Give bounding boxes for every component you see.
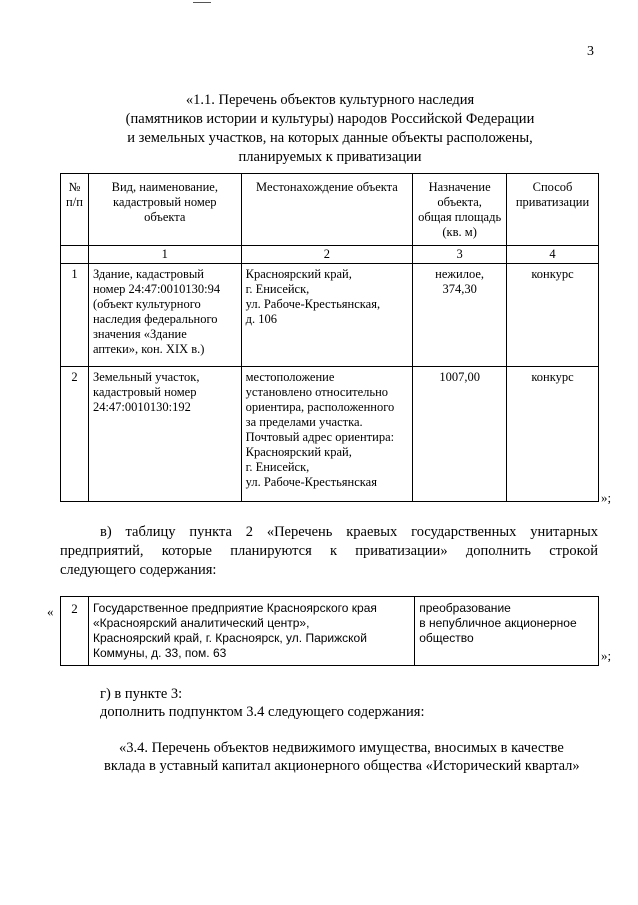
table-header-row bbox=[61, 174, 599, 246]
row-1-method: конкурс bbox=[507, 264, 599, 367]
row-1-location: Красноярский край, г. Енисейск, ул. Рабоче-Крестьянская, д. 106 bbox=[241, 264, 413, 367]
section-title bbox=[60, 91, 600, 167]
table1-closing-mark: »; bbox=[601, 490, 612, 505]
row-1-name: Здание, кадастровый номер 24:47:0010130:94 (объект культурного наследия федерального значения «Здание аптеки», кон. XIX в.) bbox=[88, 264, 241, 367]
row-2-purpose: 1007,00 bbox=[413, 367, 507, 502]
row-1-purpose: нежилое, 374,30 bbox=[413, 264, 507, 367]
enterprise-row-name: Государственное предприятие Красноярского края «Красноярский аналитический центр», Красноярский край, г. Красноярск, ул. Парижской Коммуны, д. 33, пом. 63 bbox=[88, 597, 414, 666]
paragraph-v-line-2: предприятий, которые планируются к приватизации» дополнить строкой bbox=[60, 543, 598, 559]
row-2-name: Земельный участок, кадастровый номер 24:47:0010130:192 bbox=[88, 367, 241, 502]
enterprise-table bbox=[60, 596, 599, 666]
top-dash-mark bbox=[193, 2, 211, 3]
paragraph-v-line-1: в) таблицу пункта 2 «Перечень краевых государственных унитарных bbox=[100, 524, 598, 540]
table2-opening-mark: « bbox=[47, 604, 54, 619]
quote-34-line-1: «3.4. Перечень объектов недвижимого имущества, вносимых в качестве bbox=[119, 740, 564, 756]
row-2-num: 2 bbox=[61, 367, 89, 502]
paragraph-v-line-3: следующего содержания: bbox=[60, 562, 217, 578]
enterprise-row-method: преобразование в непубличное акционерное общество bbox=[415, 597, 599, 666]
paragraph-v bbox=[60, 523, 598, 580]
column-number-blank bbox=[61, 246, 89, 264]
cultural-heritage-table bbox=[60, 173, 599, 502]
paragraph-g-line-2: дополнить подпунктом 3.4 следующего содержания: bbox=[100, 704, 425, 720]
table-row bbox=[61, 264, 599, 367]
column-number-4: 4 bbox=[507, 246, 599, 264]
paragraph-g-line-1: г) в пункте 3: bbox=[100, 686, 183, 702]
column-number-row bbox=[61, 246, 599, 264]
column-number-1: 1 bbox=[88, 246, 241, 264]
header-name: Вид, наименование, кадастровый номер объекта bbox=[88, 174, 241, 246]
table-row bbox=[61, 597, 599, 666]
enterprise-row-num: 2 bbox=[61, 597, 89, 666]
column-number-2: 2 bbox=[241, 246, 413, 264]
header-purpose: Назначение объекта, общая площадь (кв. м) bbox=[413, 174, 507, 246]
section-title-line-1: «1.1. Перечень объектов культурного наследия bbox=[185, 92, 475, 108]
quote-34-line-2: вклада в уставный капитал акционерного общества «Исторический квартал» bbox=[104, 758, 580, 774]
section-title-line-3: и земельных участков, на которых данные объекты расположены, bbox=[127, 130, 533, 146]
column-number-3: 3 bbox=[413, 246, 507, 264]
header-num: № п/п bbox=[61, 174, 89, 246]
page-number: 3 bbox=[587, 44, 594, 59]
table2-closing-mark: »; bbox=[601, 648, 612, 663]
row-2-location: местоположение установлено относительно ориентира, расположенного за пределами участка. Почтовый адрес ориентира: Красноярский край, г. Енисейск, ул. Рабоче-Крестьянская bbox=[241, 367, 413, 502]
header-method: Способ приватизации bbox=[507, 174, 599, 246]
section-title-line-4: планируемых к приватизации bbox=[238, 149, 422, 165]
header-location: Местонахождение объекта bbox=[241, 174, 413, 246]
section-title-line-2: (памятников истории и культуры) народов Российской Федерации bbox=[125, 111, 535, 127]
row-2-method: конкурс bbox=[507, 367, 599, 502]
table-row bbox=[61, 367, 599, 502]
row-1-num: 1 bbox=[61, 264, 89, 367]
